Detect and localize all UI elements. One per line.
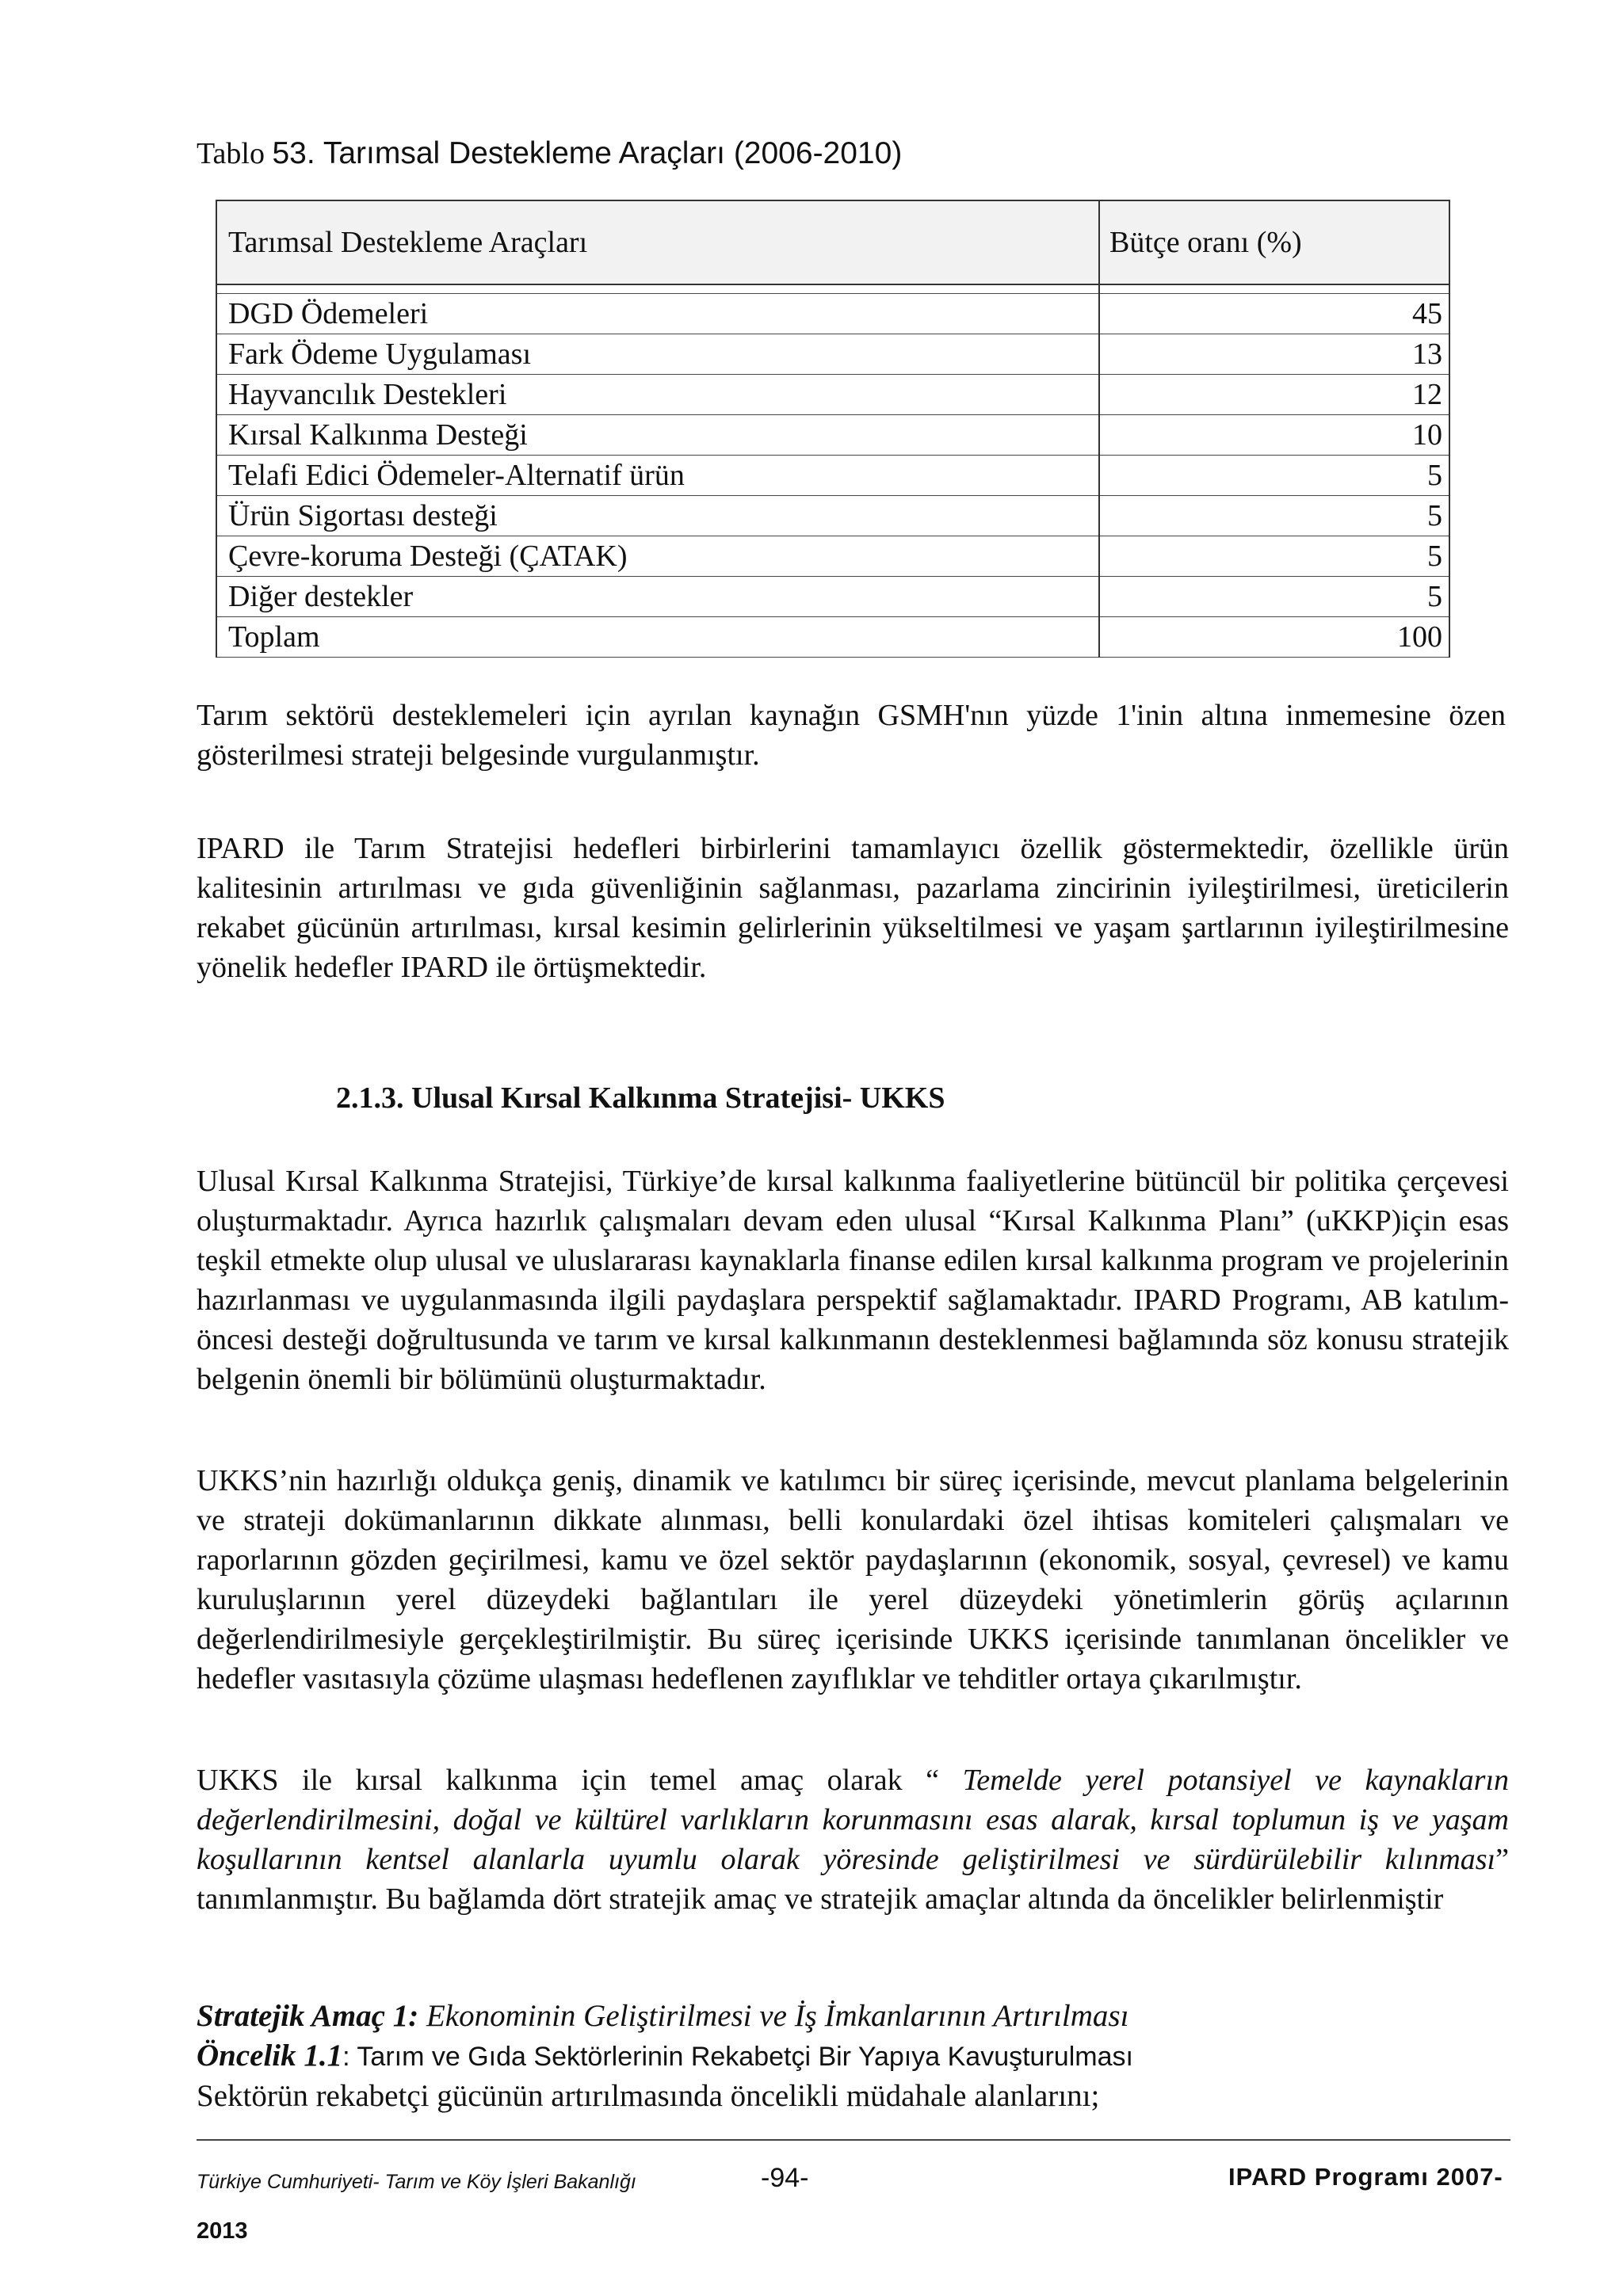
page-number: -94-: [761, 2163, 809, 2193]
header-instrument: Tarımsal Destekleme Araçları: [216, 200, 1099, 284]
budget-share-value: 13: [1099, 334, 1449, 375]
table-caption: [197, 136, 902, 171]
table-row: [216, 375, 1449, 415]
instrument-name: Toplam: [216, 617, 1099, 658]
strategic-goal-text: Ekonominin Geliştirilmesi ve İş İmkanlarının Artırılması: [426, 1999, 1129, 2033]
footer-program: IPARD Programı 2007-: [1228, 2163, 1503, 2191]
goal-intro-text: UKKS ile kırsal kalkınma için temel amaç olarak “: [197, 1764, 963, 1797]
strategy-block: [197, 1997, 1512, 2116]
paragraph-ukks-preparation: UKKS’nin hazırlığı oldukça geniş, dinamik ve katılımcı bir süreç içerisinde, mevcut planlama belgelerinin ve strateji dokümanlarının dikkate alınması, belli konulardaki özel ihtisas komiteleri çalışmaları ve raporlarının gözden geçirilmesi, kamu ve özel sektör paydaşlarının (ekonomik, sosyal, çevresel) ve kamu kuruluşlarının yerel düzeydeki bağlantıları ile yerel düzeydeki yönetimlerin görüş açılarının değerlendirilmesiyle gerçekleştirilmiştir. Bu süreç içerisinde UKKS içerisinde tanımlanan öncelikler ve hedefler vasıtasıyla çözüme ulaşması hedeflenen zayıflıklar ve tehditler ortaya çıkarılmıştır.: [197, 1464, 1509, 1695]
instrument-name: Hayvancılık Destekleri: [216, 375, 1099, 415]
table-header-row: [216, 200, 1449, 284]
section-heading-ukks: 2.1.3. Ulusal Kırsal Kalkınma Stratejisi- UKKS: [336, 1081, 945, 1115]
table-caption-title: 53. Tarımsal Destekleme Araçları (2006-2010): [272, 136, 903, 170]
intervention-areas-line: Sektörün rekabetçi gücünün artırılmasında öncelikli müdahale alanlarını;: [197, 2079, 1100, 2113]
footer-divider: [197, 2139, 1510, 2141]
paragraph-ukks-intro: Ulusal Kırsal Kalkınma Stratejisi, Türkiye’de kırsal kalkınma faaliyetlerine bütüncül bir politika çerçevesi oluşturmaktadır. Ayrıca hazırlık çalışmaları devam eden ulusal “Kırsal Kalkınma Planı” (uKKP)için esas teşkil etmekte olup ulusal ve uluslararası kaynaklarla finanse edilen kırsal kalkınma program ve projelerinin hazırlanması ve uygulanmasında ilgili paydaşlara perspektif sağlamaktadır. IPARD Programı, AB katılım-öncesi desteği doğrultusunda ve tarım ve kırsal kalkınmanın desteklenmesi bağlamında söz konusu stratejik belgenin önemli bir bölümünü oluşturmaktadır.: [197, 1165, 1509, 1396]
budget-share-value: 100: [1099, 617, 1449, 658]
paragraph-ipard-strategy: IPARD ile Tarım Stratejisi hedefleri birbirlerini tamamlayıcı özellik göstermektedir, özellikle ürün kalitesinin artırılması ve gıda güvenliğinin sağlanması, pazarlama zincirinin iyileştirilmesi, üreticilerin rekabet gücünün artırılması, kırsal kesimin gelirlerinin yükseltilmesi ve yaşam şartlarının iyileştirilmesine yönelik hedefler IPARD ile örtüşmektedir.: [197, 832, 1509, 984]
budget-share-value: 10: [1099, 415, 1449, 456]
support-instruments-table: [216, 200, 1450, 658]
budget-share-value: 45: [1099, 294, 1449, 334]
goal-quote: Temelde yerel potansiyel ve kaynakların değerlendirilmesini, doğal ve kültürel varlıkların korunmasını esas alarak, kırsal toplumun iş ve yaşam koşullarının kentsel alanlarla uyumlu olarak yöresinde geliştirilmesi ve sürdürülebilir kılınması: [197, 1764, 1510, 1876]
table-row: [216, 577, 1449, 617]
budget-share-value: 5: [1099, 577, 1449, 617]
table-row: [216, 415, 1449, 456]
priority-line: [197, 2036, 1512, 2077]
table-row: [216, 496, 1449, 536]
paragraph-ukks-goal: [197, 1760, 1509, 1919]
paragraph-gsmh: Tarım sektörü desteklemeleri için ayrılan kaynağın GSMH'nın yüzde 1'inin altına inmemesine özen gösterilmesi strateji belgesinde vurgulanmıştır.: [197, 699, 1506, 772]
footer-year: 2013: [197, 2218, 248, 2244]
table-caption-prefix: Tablo: [197, 137, 265, 170]
budget-share-value: 5: [1099, 536, 1449, 577]
instrument-name: Ürün Sigortası desteği: [216, 496, 1099, 536]
goal-closing-text: ” tanımlanmıştır. Bu bağlamda dört stratejik amaç ve stratejik amaçlar altında da öncelikler belirlenmiştir: [197, 1843, 1509, 1916]
footer-ministry: Türkiye Cumhuriyeti- Tarım ve Köy İşleri Bakanlığı: [197, 2171, 636, 2193]
priority-label: Öncelik 1.1: [197, 2039, 343, 2073]
table-row: [216, 294, 1449, 334]
priority-text: : Tarım ve Gıda Sektörlerinin Rekabetçi Bir Yapıya Kavuşturulması: [342, 2042, 1133, 2072]
strategic-goal-label: Stratejik Amaç 1:: [197, 1999, 419, 2033]
table-row: [216, 536, 1449, 577]
instrument-name: Çevre-koruma Desteği (ÇATAK): [216, 536, 1099, 577]
budget-share-value: 5: [1099, 456, 1449, 496]
table-row: [216, 334, 1449, 375]
header-budget-share: Bütçe oranı (%): [1099, 200, 1449, 284]
instrument-name: Diğer destekler: [216, 577, 1099, 617]
strategic-goal-line: [197, 1997, 1512, 2036]
instrument-name: DGD Ödemeleri: [216, 294, 1099, 334]
table-total-row: [216, 617, 1449, 658]
budget-share-value: 5: [1099, 496, 1449, 536]
table-spacer: [216, 284, 1449, 294]
budget-share-value: 12: [1099, 375, 1449, 415]
table-body: [216, 284, 1449, 658]
instrument-name: Kırsal Kalkınma Desteği: [216, 415, 1099, 456]
table-row: [216, 456, 1449, 496]
instrument-name: Telafi Edici Ödemeler-Alternatif ürün: [216, 456, 1099, 496]
instrument-name: Fark Ödeme Uygulaması: [216, 334, 1099, 375]
